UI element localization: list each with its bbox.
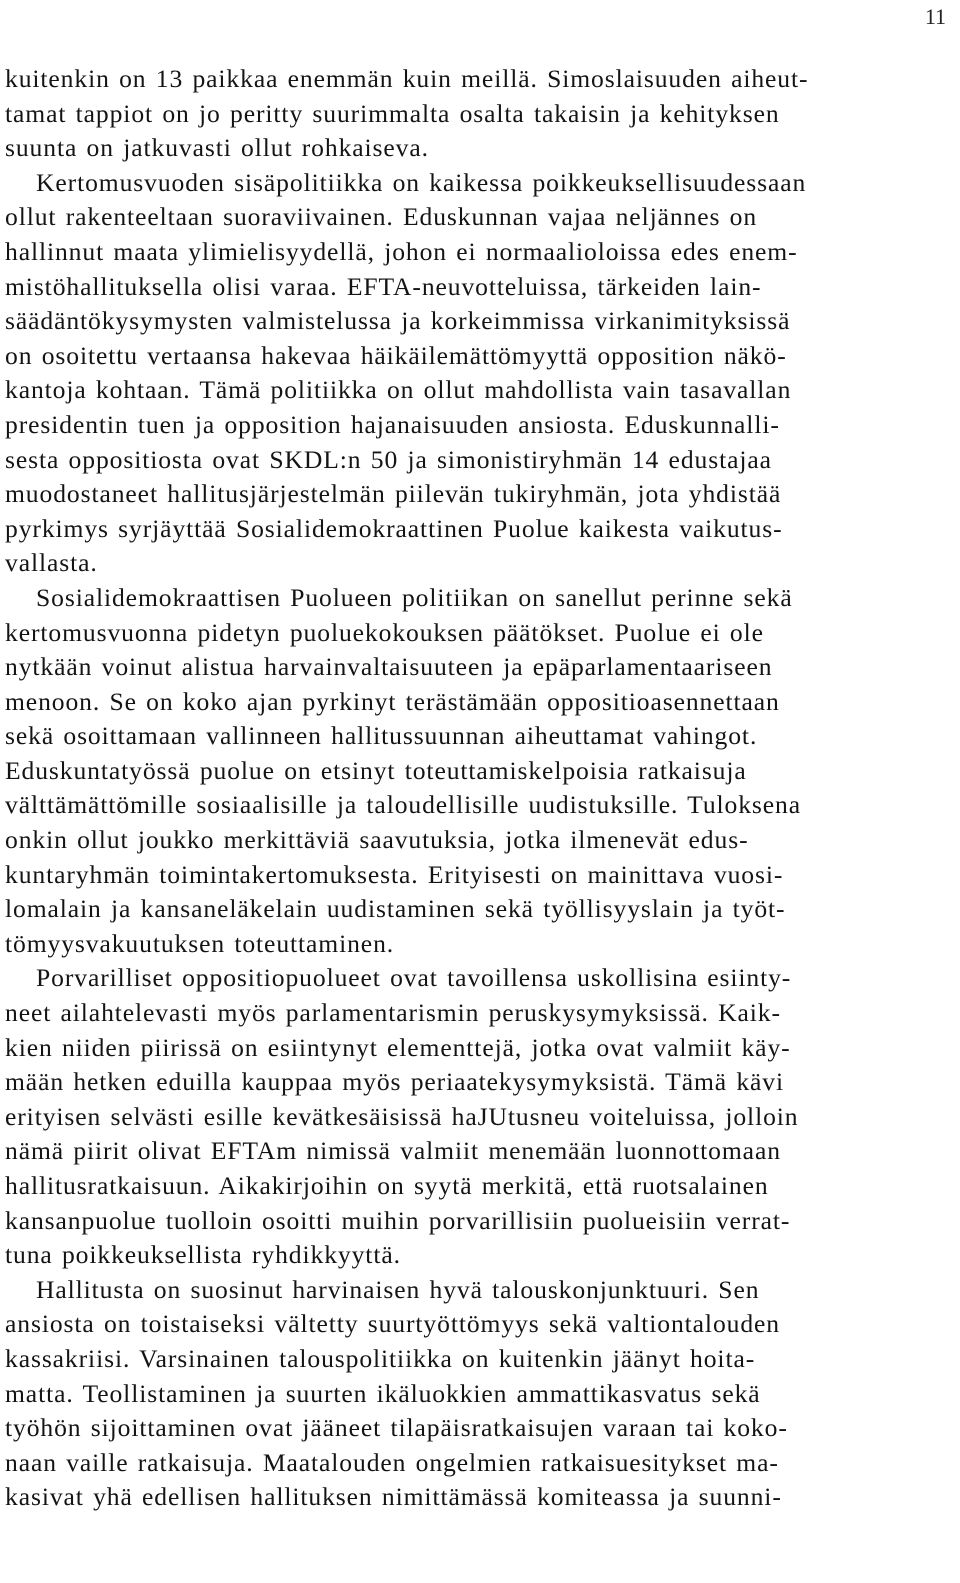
text-line: vallasta. [5,548,98,578]
text-line: kertomusvuonna pidetyn puoluekokouksen päätökset. Puolue ei ole [5,617,764,647]
paragraph-start-line: Hallitusta on suosinut harvinaisen hyvä talouskonjunktuuri. Sen [36,1274,760,1304]
text-line: säädäntökysymysten valmistelussa ja korkeimmissa virkanimityksissä [5,306,791,336]
text-line: kuntaryhmän toimintakertomuksesta. Erityisesti on mainittava vuosi- [5,859,784,889]
text-line: kassakriisi. Varsinainen talouspolitiikka on kuitenkin jäänyt hoita- [5,1343,756,1373]
paragraph-start-line: Kertomusvuoden sisäpolitiikka on kaikessa poikkeuksellisuudessaan [36,167,807,197]
text-line: muodostaneet hallitusjärjestelmän piilevän tukiryhmän, jota yhdistää [5,479,782,509]
text-line: tamat tappiot on jo peritty suurimmalta osalta takaisin ja kehityksen [5,98,780,128]
text-line: mään hetken eduilla kauppaa myös periaatekysymyksistä. Tämä kävi [5,1067,785,1097]
text-line: hallinnut maata ylimielisyydellä, johon ei normaalioloissa edes enem- [5,236,798,266]
text-line: kasivat yhä edellisen hallituksen nimittämässä komiteassa ja suunni- [5,1482,782,1512]
text-line: presidentin tuen ja opposition hajanaisuuden ansiosta. Eduskunnalli- [5,409,780,439]
paragraph-start-line: Sosialidemokraattisen Puolueen politiikan on sanellut perinne sekä [36,582,793,612]
text-line: hallitusratkaisuun. Aikakirjoihin on syytä merkitä, että ruotsalainen [5,1171,769,1200]
paragraph-start-line: Porvarilliset oppositiopuolueet ovat tavoillensa uskollisina esiinty- [36,963,792,993]
text-line: suunta on jatkuvasti ollut rohkaiseva. [5,133,429,163]
text-line: tuna poikkeuksellista ryhdikkyyttä. [5,1240,401,1270]
text-line: sekä osoittamaan vallinneen hallitussuunnan aiheuttamat vahingot. [5,721,758,751]
text-line: lomalain ja kansaneläkelain uudistaminen sekä työllisyyslain ja työt- [5,894,786,924]
text-line: ansiosta on toistaiseksi vältetty suurtyöttömyys sekä valtiontalouden [5,1309,780,1339]
text-line: sesta oppositiosta ovat SKDL:n 50 ja simonistiryhmän 14 edustajaa [5,444,772,474]
text-line: menoon. Se on koko ajan pyrkinyt terästämään oppositioasennettaan [5,686,780,716]
text-line: mistöhallituksella olisi varaa. EFTA-neuvotteluissa, tärkeiden lain- [5,271,762,301]
page-number: 11 [924,4,946,29]
text-line: on osoitettu vertaansa hakevaa häikäilemättömyyttä opposition näkö- [5,340,787,370]
text-line: Eduskuntatyössä puolue on etsinyt toteuttamiskelpoisia ratkaisuja [5,755,747,785]
text-line: tömyysvakuutuksen toteuttaminen. [5,928,395,958]
text-line: kansanpuolue tuolloin osoitti muihin porvarillisiin puolueisiin verrat- [5,1205,791,1235]
text-line: nämä piirit olivat EFTAm nimissä valmiit menemään luonnottomaan [5,1136,781,1166]
text-line: kuitenkin on 13 paikkaa enemmän kuin meillä. Simoslaisuuden aiheut- [5,64,809,93]
text-line: työhön sijoittaminen ovat jääneet tilapäisratkaisujen varaan tai koko- [5,1413,788,1443]
text-line: kien niiden piirissä on esiintynyt elementtejä, jotka ovat valmiit käy- [5,1032,791,1062]
body-text [5,62,948,1515]
text-line: erityisen selvästi esille kevätkesäisissä haJUtusneu voiteluissa, jolloin [5,1101,799,1131]
text-line: onkin ollut joukko merkittäviä saavutuksia, jotka ilmenevät edus- [5,825,749,855]
text-line: kantoja kohtaan. Tämä politiikka on ollut mahdollista vain tasavallan [5,375,792,405]
text-line: neet ailahtelevasti myös parlamentarismin peruskysymyksissä. Kaik- [5,998,781,1028]
text-line: matta. Teollistaminen ja suurten ikäluokkien ammattikasvatus sekä [5,1378,761,1408]
text-line: välttämättömille sosiaalisille ja taloudellisille uudistuksille. Tuloksena [5,790,801,820]
text-line: pyrkimys syrjäyttää Sosialidemokraattinen Puolue kaikesta vaikutus- [5,513,783,543]
text-line: naan vaille ratkaisuja. Maatalouden ongelmien ratkaisuesitykset ma- [5,1447,779,1477]
text-line: nytkään voinut alistua harvainvaltaisuuteen ja epäparlamentaariseen [5,652,773,682]
text-line: ollut rakenteeltaan suoraviivainen. Eduskunnan vajaa neljännes on [5,202,758,232]
